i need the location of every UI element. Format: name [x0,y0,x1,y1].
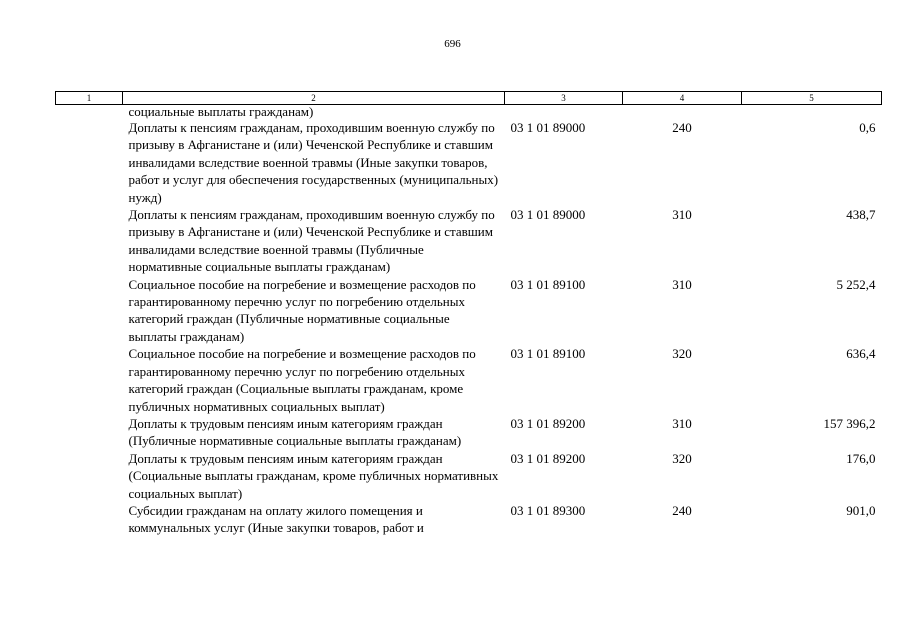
table-row [56,276,882,346]
table-row [56,415,882,450]
row-name: Доплаты к пенсиям гражданам, проходившим военную службу по призыву в Афганистане и (или) Чеченской Республике и ставшим инвалидами вследствие военной травмы (Иные закупки товаров, работ и услуг для обеспечения государственных (муниципальных) нужд) [128,120,499,205]
row-expense-type: 310 [672,415,692,431]
column-header-3: 3 [505,92,623,105]
table-header [56,92,882,105]
row-name: Доплаты к трудовым пенсиям иным категориям граждан (Социальные выплаты гражданам, кроме публичных нормативных социальных выплат) [128,450,499,501]
continuation-text: социальные выплаты гражданам) [128,104,314,119]
table-row [56,345,882,415]
row-code: 03 1 01 89300 [510,502,586,518]
row-amount: 176,0 [846,450,876,466]
row-name: Доплаты к пенсиям гражданам, проходившим военную службу по призыву в Афганистане и (или) Чеченской Республике и ставшим инвалидами вследствие военной травмы (Публичные нормативные социальные выплаты гражданам) [128,207,495,275]
column-header-5: 5 [742,92,882,105]
row-amount: 901,0 [846,502,876,518]
row-code: 03 1 01 89200 [510,450,586,466]
table-row [56,450,882,502]
column-header-1: 1 [56,92,123,105]
row-expense-type: 310 [672,207,692,223]
row-code: 03 1 01 89000 [510,120,586,135]
row-code: 03 1 01 89000 [510,207,586,223]
budget-table [55,91,882,537]
row-name: Социальное пособие на погребение и возмещение расходов по гарантированному перечню услуг по погребению отдельных категорий граждан (Социальные выплаты гражданам, кроме публичных нормативных социальных выплат) [128,346,476,414]
row-code: 03 1 01 89100 [510,276,586,292]
table-row [56,502,882,537]
row-amount: 438,7 [846,207,876,223]
row-expense-type: 240 [672,502,692,518]
row-code: 03 1 01 89100 [510,346,586,362]
row-amount: 0,6 [859,120,876,135]
row-name: Доплаты к трудовым пенсиям иным категориям граждан (Публичные нормативные социальные выплаты гражданам) [128,415,462,449]
column-header-2: 2 [123,92,505,105]
row-name: Социальное пособие на погребение и возмещение расходов по гарантированному перечню услуг по погребению отдельных категорий граждан (Публичные нормативные социальные выплаты гражданам) [128,276,476,344]
table-body [56,105,882,537]
row-amount: 636,4 [846,346,876,362]
page-number: 696 [444,38,461,50]
continuation-row [56,105,882,120]
row-amount: 5 252,4 [836,276,876,292]
row-expense-type: 320 [672,346,692,362]
row-expense-type: 320 [672,450,692,466]
table-row [56,119,882,206]
row-expense-type: 240 [672,120,692,135]
row-code: 03 1 01 89200 [510,415,586,431]
row-amount: 157 396,2 [823,415,876,431]
table-row [56,206,882,276]
row-name: Субсидии гражданам на оплату жилого помещения и коммунальных услуг (Иные закупки товаров, работ и [128,502,424,536]
column-header-4: 4 [623,92,742,105]
row-expense-type: 310 [672,276,692,292]
